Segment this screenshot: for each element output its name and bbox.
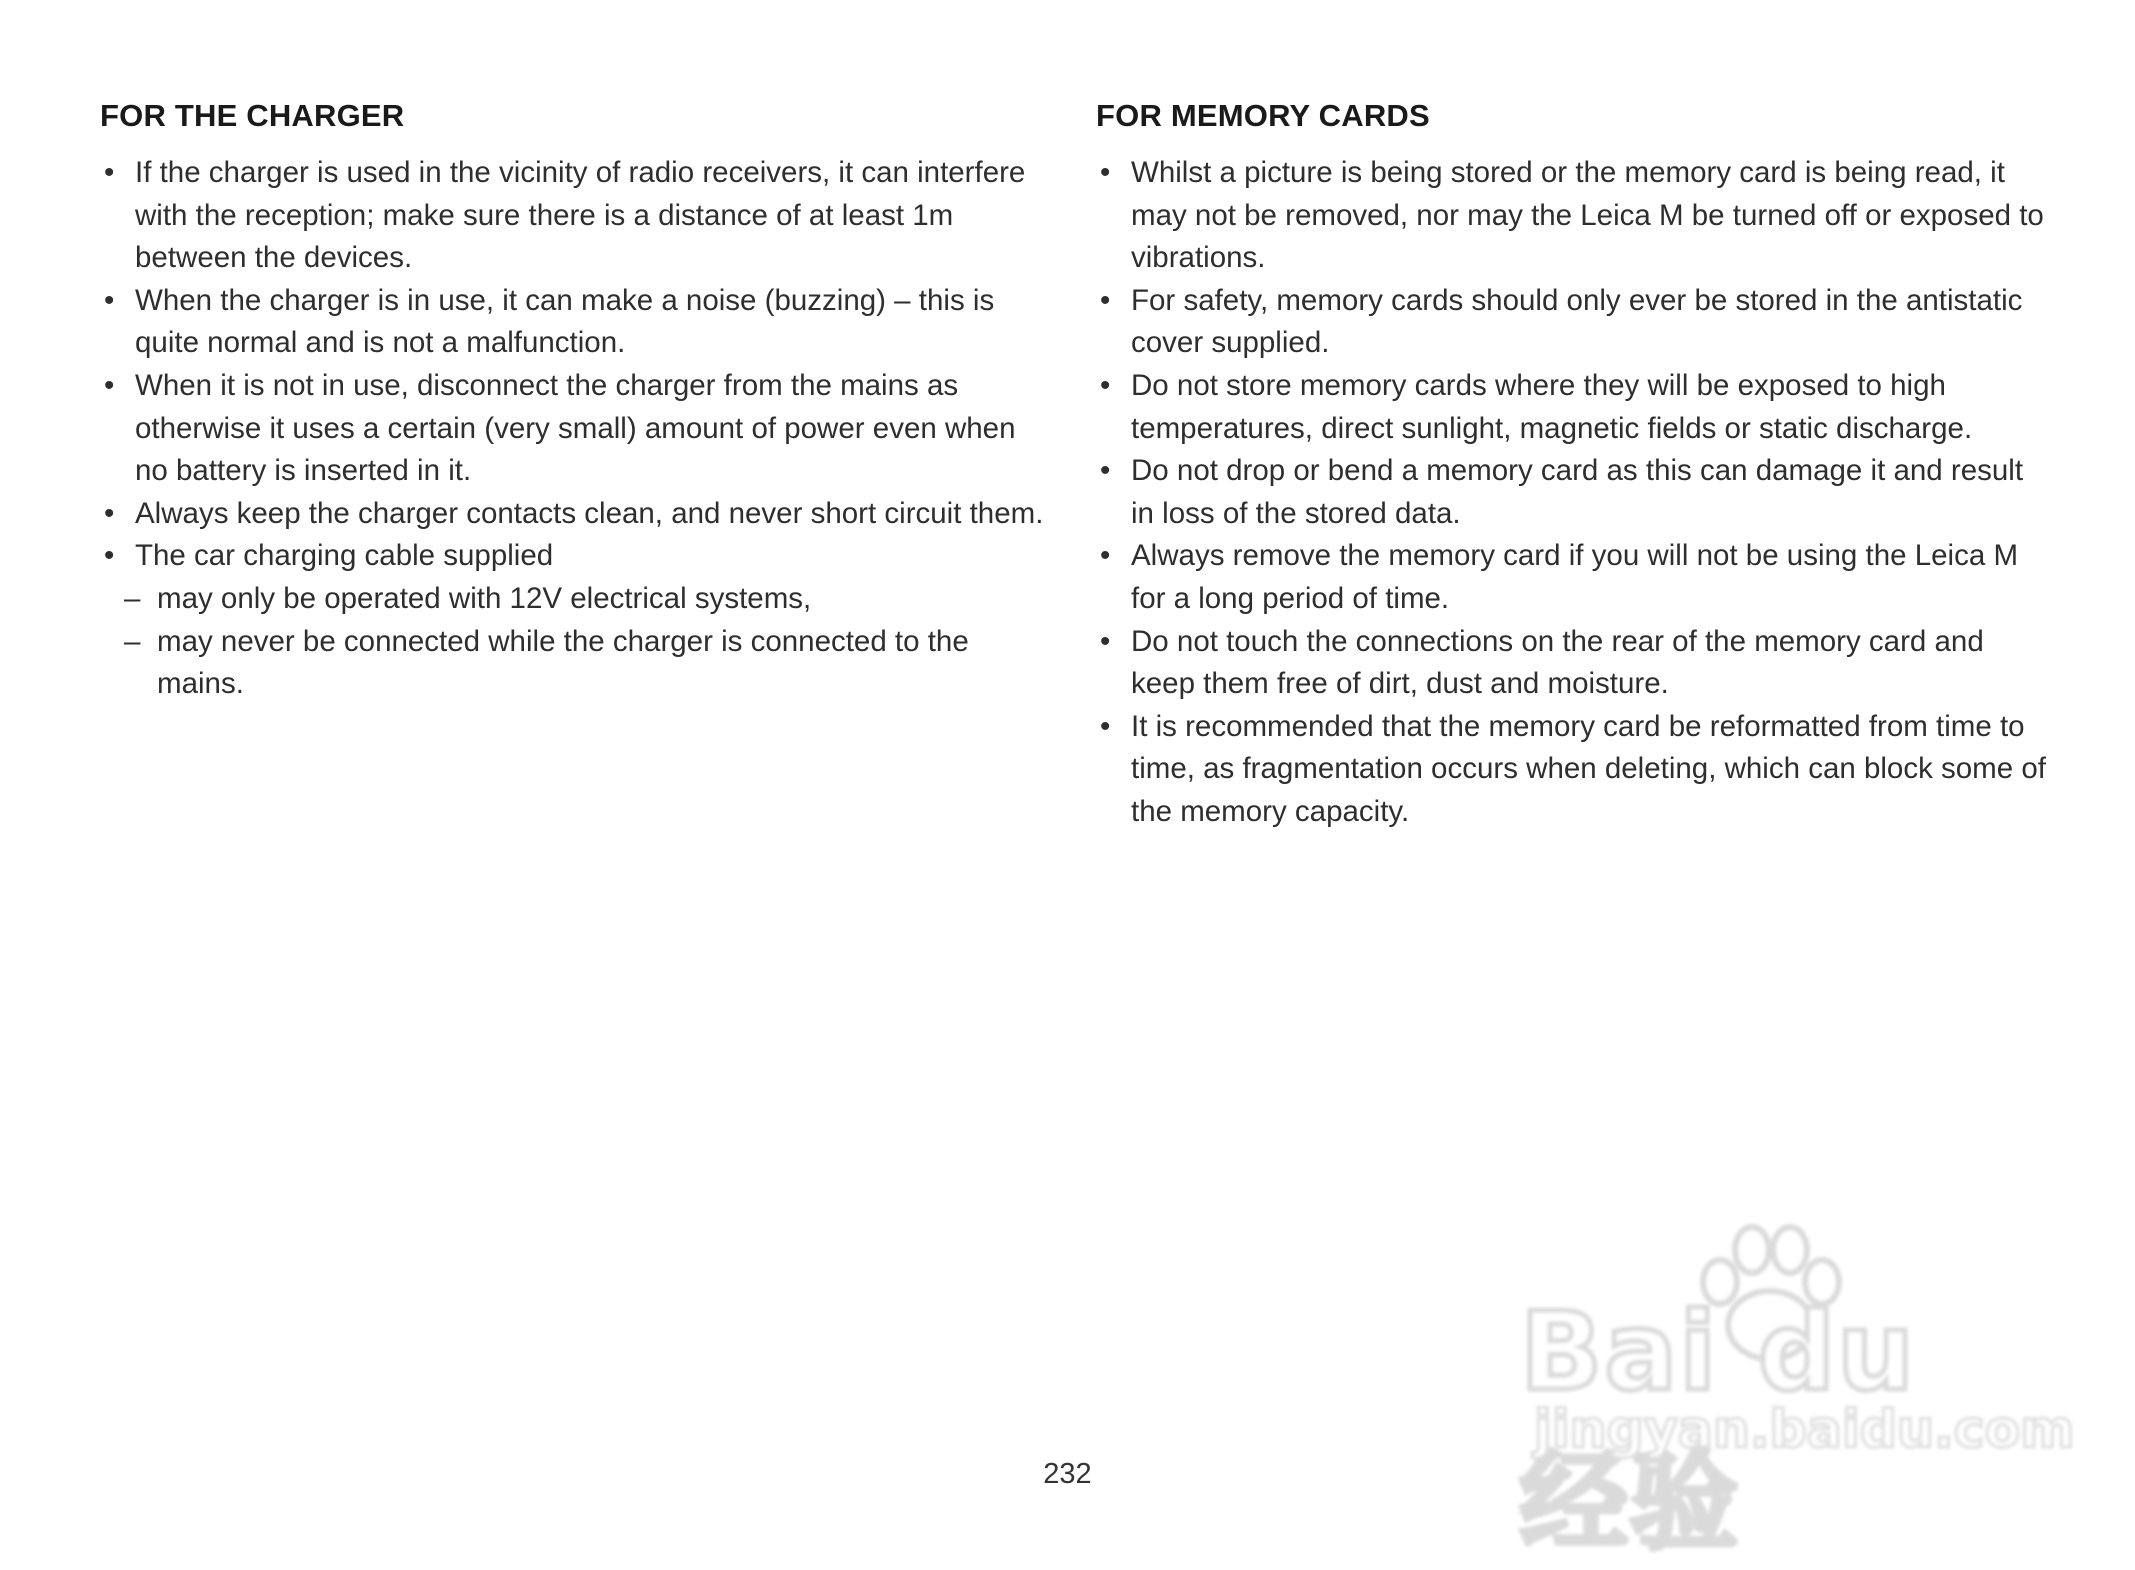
list-item: • Do not store memory cards where they will be exposed to high temperatures, direct sunlight, magnetic fields or static discharge. xyxy=(1096,365,2046,450)
sub-list-item: – may only be operated with 12V electrical systems, xyxy=(100,578,1050,621)
memory-cards-section xyxy=(1096,96,2046,834)
list-item: • If the charger is used in the vicinity of radio receivers, it can interfere with the reception; make sure there is a distance of at least 1m between the devices. xyxy=(100,152,1050,280)
list-item: • Always remove the memory card if you will not be using the Leica M for a long period of time. xyxy=(1096,535,2046,620)
list-item: • When the charger is in use, it can make a noise (buzzing) – this is quite normal and is not a malfunction. xyxy=(100,280,1050,365)
list-item: • Whilst a picture is being stored or the memory card is being read, it may not be removed, nor may the Leica M be turned off or exposed to vibrations. xyxy=(1096,152,2046,280)
list-item: • Always keep the charger contacts clean, and never short circuit them. xyxy=(100,493,1050,536)
memory-cards-bullet-list xyxy=(1096,152,2046,834)
watermark-url: jingyan.baidu.com xyxy=(1534,1400,2075,1460)
list-item: • The car charging cable supplied xyxy=(100,535,1050,578)
charger-heading: FOR THE CHARGER xyxy=(100,98,405,133)
list-item: • When it is not in use, disconnect the charger from the mains as otherwise it uses a certain (very small) amount of power even when no battery is inserted in it. xyxy=(100,365,1050,493)
memory-cards-heading: FOR MEMORY CARDS xyxy=(1096,98,1430,133)
baidu-watermark xyxy=(1520,1220,2075,1565)
list-item: • For safety, memory cards should only ever be stored in the antistatic cover supplied. xyxy=(1096,280,2046,365)
sub-list-item: – may never be connected while the charger is connected to the mains. xyxy=(100,621,1050,706)
charger-section xyxy=(100,96,1050,706)
charger-bullet-list xyxy=(100,152,1050,578)
list-item: • Do not touch the connections on the rear of the memory card and keep them free of dirt, dust and moisture. xyxy=(1096,621,2046,706)
watermark-brand: Bai du 经验 xyxy=(1520,1290,1917,1565)
list-item: • Do not drop or bend a memory card as this can damage it and result in loss of the stored data. xyxy=(1096,450,2046,535)
list-item: • It is recommended that the memory card be reformatted from time to time, as fragmentation occurs when deleting, which can block some of the memory capacity. xyxy=(1096,706,2046,834)
page-number: 232 xyxy=(1043,1458,1092,1490)
car-cable-sub-list xyxy=(100,578,1050,706)
